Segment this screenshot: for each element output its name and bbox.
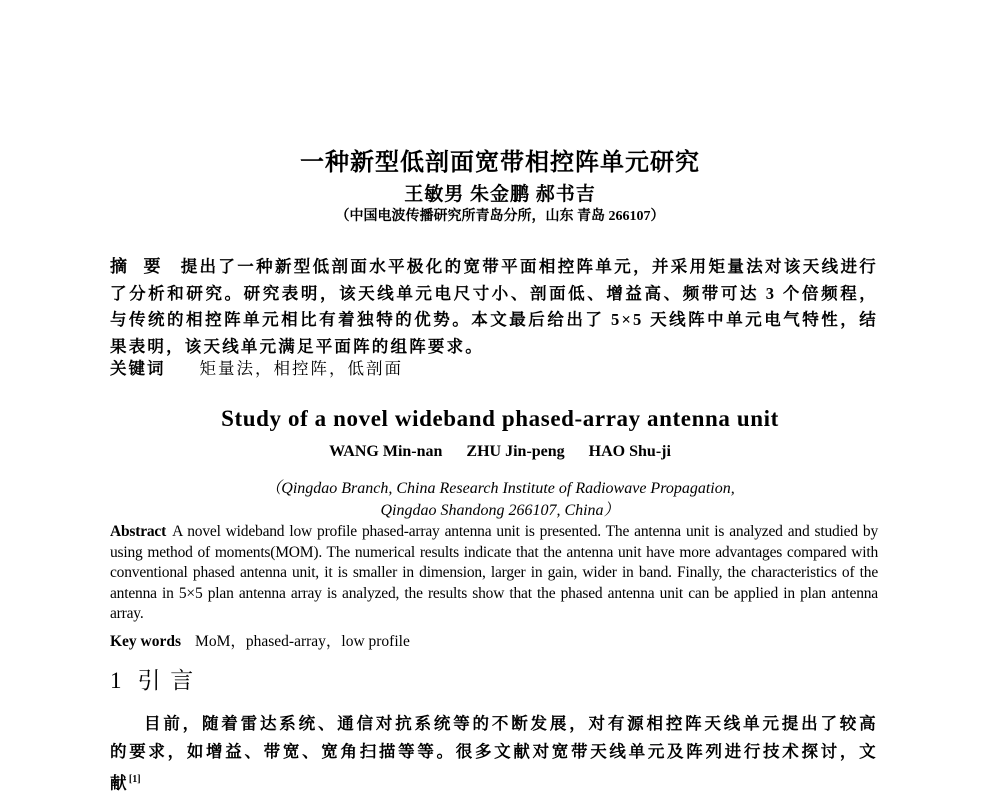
- keywords-cn-label: 关键词: [110, 359, 166, 378]
- affiliation-en-line1: （Qingdao Branch, China Research Institute of Radiowave Propagation,: [265, 480, 735, 497]
- affiliation-en: [0, 478, 1000, 522]
- paper-title-en: Study of a novel wideband phased-array antenna unit: [221, 406, 779, 431]
- keywords-en-label: Key words: [110, 633, 182, 650]
- abstract-cn: [110, 254, 878, 360]
- authors-cn: 王敏男 朱金鹏 郝书吉: [404, 184, 596, 205]
- section-title: 引 言: [137, 668, 196, 693]
- keywords-en: [110, 629, 410, 651]
- abstract-en-label: Abstract: [110, 523, 167, 540]
- paper-title-cn: 一种新型低剖面宽带相控阵单元研究: [300, 150, 700, 176]
- body-paragraph-text: 目前，随着雷达系统、通信对抗系统等的不断发展，对有源相控阵天线单元提出了较高的要求，如增益、带宽、宽角扫描等等。很多文献对宽带天线单元及阵列进行技术探讨，文献: [110, 714, 878, 793]
- keywords-cn-text: 矩量法，相控阵，低剖面: [199, 359, 403, 378]
- abstract-en-text: A novel wideband low profile phased-array antenna unit is presented. The antenna unit is analyzed and studied by using method of moments(MOM). The numerical results indicate that the antenna unit have more advantages compared with conventional phased antenna unit, it is smaller in dimension, larger in gain, wider in band. Finally, the characteristics of the antenna in 5×5 plan antenna array is analyzed, the results show that the phased antenna unit can be applied in plan antenna array.: [110, 523, 878, 622]
- section-number: 1: [110, 668, 124, 693]
- keywords-cn: [110, 355, 403, 379]
- keywords-en-text: MoM，phased-array，low profile: [195, 633, 410, 650]
- author-en-1: WANG Min-nan: [329, 443, 443, 460]
- abstract-cn-label: 摘 要: [110, 257, 167, 276]
- authors-en: [0, 443, 1000, 461]
- body-paragraph: [110, 710, 878, 798]
- author-en-2: ZHU Jin-peng: [466, 443, 565, 460]
- affiliation-en-line2: Qingdao Shandong 266107, China）: [380, 502, 620, 519]
- affiliation-cn: （中国电波传播研究所青岛分所，山东 青岛 266107）: [335, 209, 665, 224]
- section-heading: [110, 662, 195, 695]
- abstract-cn-text: 提出了一种新型低剖面水平极化的宽带平面相控阵单元，并采用矩量法对该天线进行了分析和研究。研究表明，该天线单元电尺寸小、剖面低、增益高、频带可达 3 个倍频程，与传统的相控阵单元相比有着独特的优势。本文最后给出了 5×5 天线阵中单元电气特性，结果表明，该天线单元满足平面阵的组阵要求。: [110, 257, 878, 356]
- abstract-en: [110, 522, 878, 625]
- citation-ref: [1]: [128, 774, 141, 785]
- author-en-3: HAO Shu-ji: [588, 443, 671, 460]
